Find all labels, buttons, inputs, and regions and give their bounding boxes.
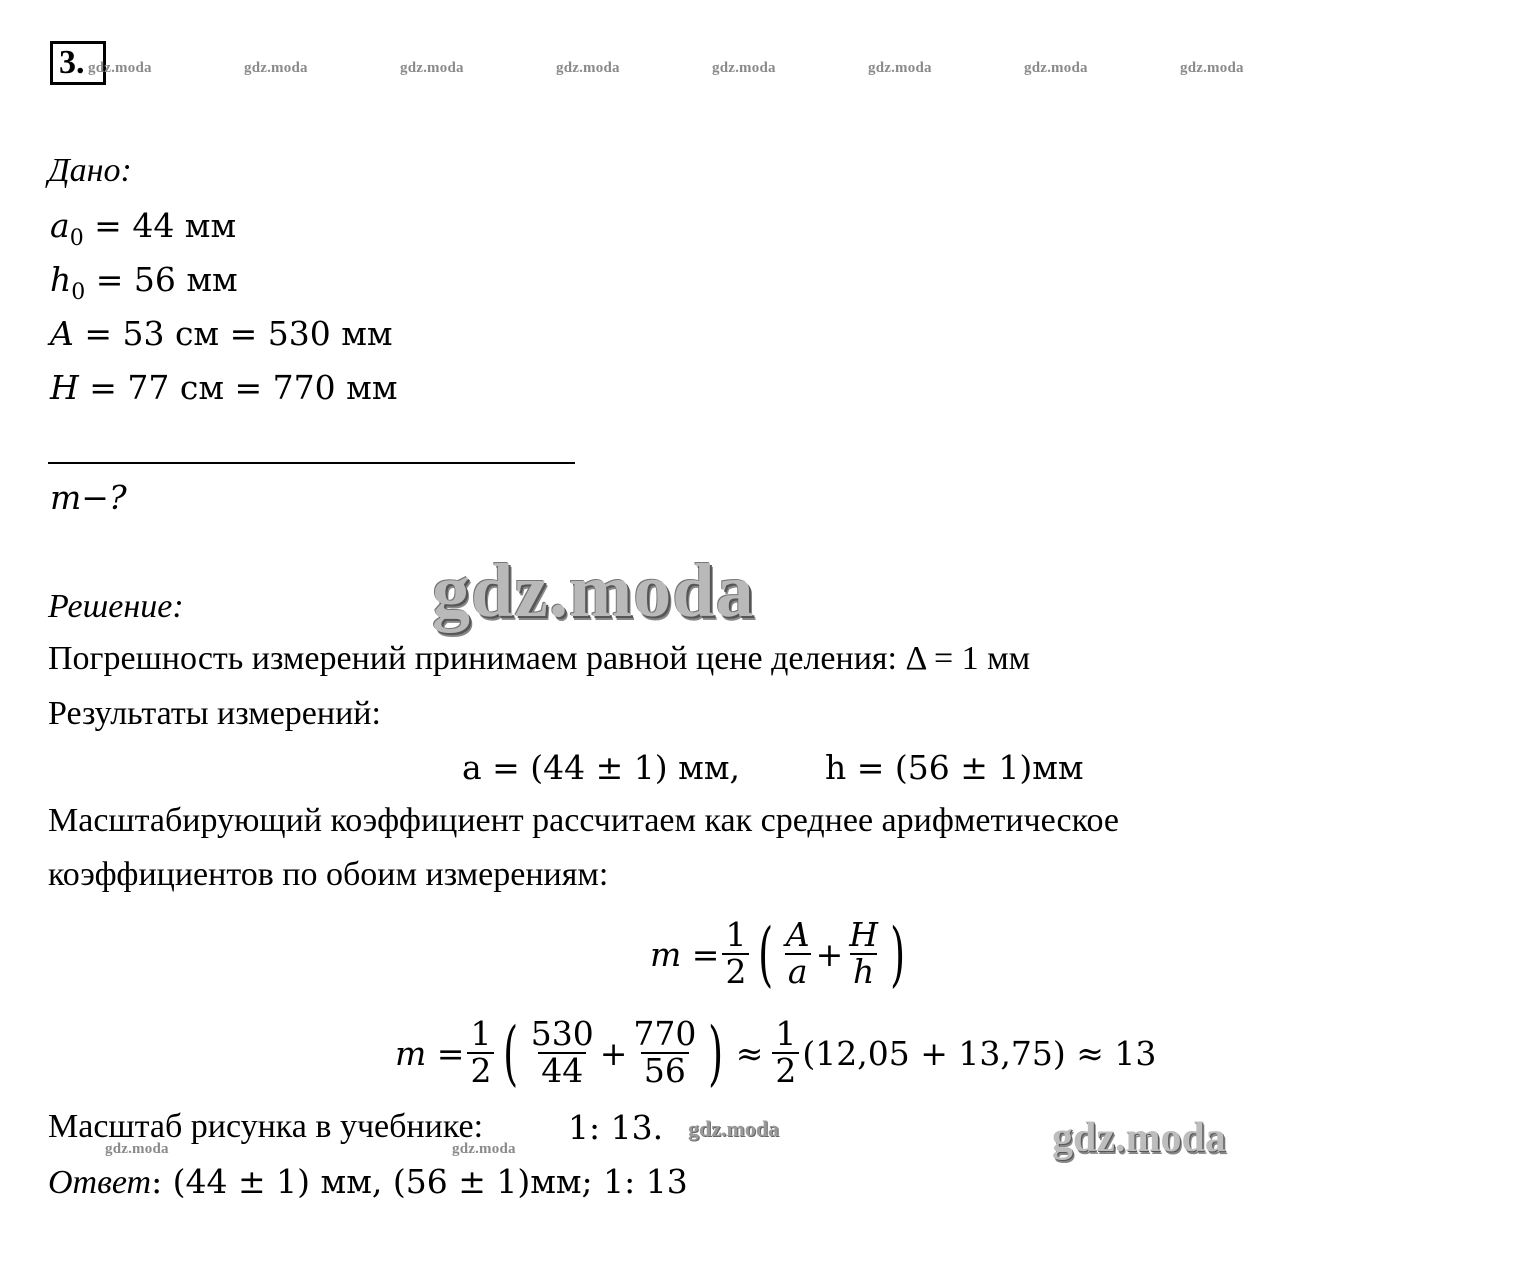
paren-close: ) [890,913,906,995]
denominator: 44 [538,1052,586,1089]
numerator: 1 [725,915,747,955]
scale-coef-text-1: Масштабирующий коэффициент рассчитаем как среднее арифметическое [48,802,1119,839]
scale-value: 1: 13. [568,1108,664,1147]
watermark-logo: gdz.moda [400,60,464,76]
formula-general [650,908,911,1000]
fraction-530-44 [528,1014,597,1090]
given-H-value: = 77 см = 770 мм [78,368,398,407]
watermark-logo: gdz.moda [452,1141,516,1157]
formula-numeric [395,1006,1156,1100]
divider-line [48,462,575,464]
numerator: 1 [470,1014,492,1054]
formula-lhs: m = [395,1033,465,1073]
plus-sign: + [815,934,844,974]
fraction-A-a [783,915,813,991]
watermark-logo: gdz.moda [1180,60,1244,76]
fraction-H-h [846,915,881,991]
var-a: a [50,206,70,245]
plus-sign: + [599,1033,628,1073]
fraction-half-2 [772,1014,799,1090]
formula-result: (12,05 + 13,75) ≈ 13 [802,1033,1157,1073]
denominator: h [850,953,877,990]
formula-lhs: m = [650,934,720,974]
given-a0-value: = 44 мм [83,206,237,245]
var-H: H [50,368,79,407]
scale-label: Масштаб рисунка в учебнике: [48,1108,484,1145]
given-H [50,368,398,407]
watermark-logo: gdz.moda [88,60,152,76]
denominator: 2 [772,1052,799,1089]
var-h: h [50,260,72,299]
approx-sign: ≈ [735,1033,764,1073]
subscript: 0 [69,226,84,251]
denominator: 2 [722,953,749,990]
subscript: 0 [71,280,86,305]
denominator: a [785,953,811,990]
result-a: a = (44 ± 1) мм, [462,748,740,787]
fraction-half [467,1014,494,1090]
answer-value: : (44 ± 1) мм, (56 ± 1)мм; 1: 13 [151,1162,688,1201]
result-h: h = (56 ± 1)мм [825,748,1084,787]
watermark-logo: gdz.moda [868,60,932,76]
numerator: 770 [633,1014,697,1054]
fraction-770-56 [630,1014,699,1090]
given-A [50,314,393,353]
solution-heading: Решение: [48,588,184,625]
watermark-logo: gdz.moda [1024,60,1088,76]
fraction-half [722,915,749,991]
answer-line [48,1162,688,1202]
denominator: 56 [641,1052,689,1089]
watermark-logo: gdz.moda [556,60,620,76]
paren-open: ( [758,913,774,995]
numerator: A [785,915,810,955]
denominator: 2 [467,1052,494,1089]
given-h0 [50,260,238,305]
scale-coef-text-2: коэффициентов по обоим измерениям: [48,856,609,893]
given-heading: Дано: [48,152,132,189]
paren-open: ( [503,1012,519,1094]
watermark-logo: gdz.moda [244,60,308,76]
given-A-value: = 53 см = 530 мм [73,314,393,353]
watermark-logo: gdz.moda [105,1141,169,1157]
answer-label: Ответ [48,1164,152,1201]
find-variable: m−? [50,478,127,517]
numerator: 1 [775,1014,797,1054]
watermark-logo-medium: gdz.moda [1052,1115,1226,1161]
error-statement: Погрешность измерений принимаем равной цене деления: Δ = 1 мм [48,640,1031,677]
numerator: H [849,915,879,955]
numerator: 530 [530,1014,594,1054]
paren-close: ) [708,1012,724,1094]
var-A: A [50,314,74,353]
given-h0-value: = 56 мм [85,260,238,299]
watermark-logo: gdz.moda [712,60,776,76]
problem-number: 3. [50,41,106,85]
watermark-logo-large: gdz.moda [432,549,755,633]
watermark-logo: gdz.moda [688,1116,780,1141]
results-heading: Результаты измерений: [48,695,381,732]
given-a0 [50,206,237,251]
